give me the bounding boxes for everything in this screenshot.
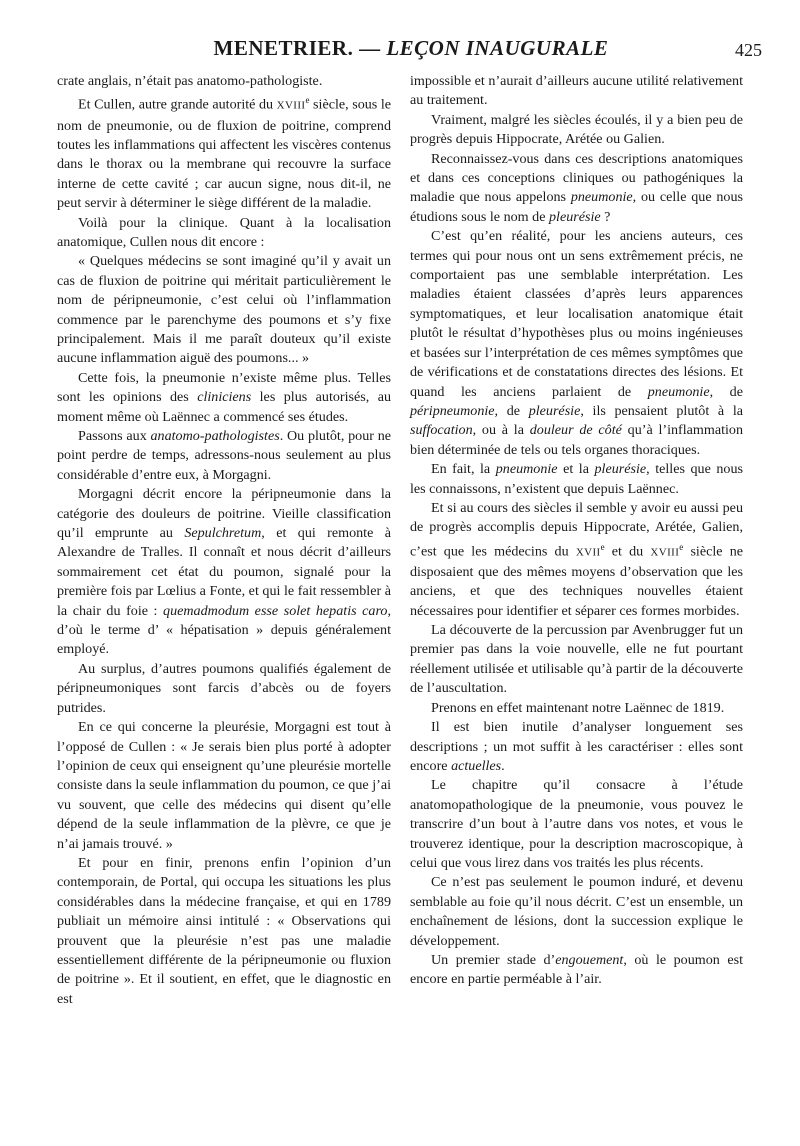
paragraph: Passons aux anatomo-pathologistes. Ou plutôt, pour ne point perdre de temps, adressons-nous seulement au plus considérable d’entre eux, à Morgagni.	[57, 428, 391, 483]
paragraph: En fait, la pneumonie et la pleurésie, telles que nous les connaissons, n’existent que depuis Laënnec.	[410, 461, 743, 497]
paragraph: La découverte de la percussion par Avenbrugger fut un premier pas dans la voie nouvelle, elle ne fut pourtant réellement utilisée et utilisable qu’à partir de la découverte de l’auscultation.	[410, 622, 743, 697]
paragraph: C’est qu’en réalité, pour les anciens auteurs, ces termes qui pour nous ont un sens extrêmement précis, ne comportaient pas une semblable interprétation. Les maladies étaient classées d’après leurs apparences symptomatiques, et leur localisation anatomique était plutôt le résultat d’hypothèses plus ou moins ingénieuses et basées sur l’interprétation de ces mêmes symptômes que de vérifications et de constatations directes des lésions. Et quand les anciens parlaient de pneumonie, de péripneumonie, de pleurésie, ils pensaient plutôt à la suffocation, ou à la douleur de côté qu’à l’inflammation bien déterminée de tels ou tels organes thoraciques.	[410, 228, 744, 458]
running-title-main: MENETRIER. —	[213, 36, 387, 60]
paragraph: Reconnaissez-vous dans ces descriptions anatomiques et dans ces conceptions cliniques ou pathogéniques la maladie que nous appelons pneumonie, ou celle que nous étudions sous le nom de pleurésie ?	[410, 150, 743, 225]
paragraph: Voilà pour la clinique. Quant à la localisation anatomique, Cullen nous dit encore :	[57, 214, 391, 250]
paragraph: Vraiment, malgré les siècles écoulés, il y a bien peu de progrès depuis Hippocrate, Arétée ou Galien.	[410, 111, 743, 148]
paragraph: crate anglais, n’était pas anatomo-pathologiste.	[57, 73, 323, 89]
paragraph: Prenons en effet maintenant notre Laënnec de 1819.	[431, 699, 725, 716]
paragraph: Le chapitre qu’il consacre à l’étude anatomopathologique de la pneumonie, vous pouvez le transcrire d’un bout à l’autre dans vos notes, et vous le trouverez identique, pour la description macroscopique, à celui que vous lirez dans vos traités les plus récents.	[410, 777, 743, 871]
right-column	[410, 72, 743, 990]
paragraph: En ce qui concerne la pleurésie, Morgagni est tout à l’opposé de Cullen : « Je serais bien plus porté à adopter l’opinion de ceux qui enseignent qu’une pleurésie mortelle consiste dans la seule inflammation du poumon, ce que j’ai vu souvent, que celle des médecins qui disent qu’elle dépend de la seule inflammation de la plèvre, ce que je n’ai jamais trouvé. »	[57, 719, 391, 852]
paragraph: Et Cullen, autre grande autorité du XVIIIe siècle, sous le nom de pneumonie, ou de fluxion de poitrine, comprend toutes les inflammations qui affectent les viscères contenus dans le thorax ou la membrane qui recouvre la surface interne de cette cavité ; car aucun signe, nous dit-il, ne peut servir à déterminer le siège différent de la maladie.	[57, 95, 391, 212]
page-number: 425	[735, 40, 762, 60]
paragraph: Un premier stade d’engouement, où le poumon est encore en partie perméable à l’air.	[410, 951, 743, 988]
running-title	[214, 36, 609, 61]
paragraph: impossible et n’aurait d’ailleurs aucune utilité relativement au traitement.	[410, 73, 743, 109]
paragraph: Cette fois, la pneumonie n’existe même plus. Telles sont les opinions des cliniciens les plus autorisés, au moment même où Laënnec a commencé ses études.	[57, 369, 391, 425]
paragraph: Et si au cours des siècles il semble y avoir eu aussi peu de progrès accomplis depuis Hippocrate, Arétée, Galien, c’est que les médecins du XVIIe et du XVIIIe siècle ne disposaient que des mêmes moyens d’observation que les anciens, et que des techniques nouvelles étaient nécessaires pour identifier et séparer ces formes morbides.	[410, 499, 744, 619]
paragraph: Morgagni décrit encore la péripneumonie dans la catégorie des douleurs de poitrine. Vieille classification qu’il emprunte au Sepulchretum, et qui remonte à Alexandre de Tralles. Il connaît et nous décrit d’ailleurs sommairement cet état du poumon, signalé pour la première fois par Lœlius a Fonte, et qui le fait ressembler à la chair du foie : quemadmodum esse solet hepatis caro, d’où le terme d’ « hépatisation » depuis généralement employé.	[57, 486, 391, 658]
running-title-italic: LEÇON INAUGURALE	[386, 36, 609, 60]
paragraph: Ce n’est pas seulement le poumon induré, et devenu semblable au foie qu’il nous décrit. C’est un ensemble, un enchaînement de lésions, dont la succession explique le développement.	[410, 874, 743, 949]
paragraph: Au surplus, d’autres poumons qualifiés également de péripneumoniques sont farcis d’abcès ou de foyers putrides.	[57, 660, 391, 716]
left-column	[57, 72, 391, 1009]
paragraph: « Quelques médecins se sont imaginé qu’il y avait un cas de fluxion de poitrine qui méritait particulièrement le nom de péripneumonie, c’est celui où l’inflammation commence par le parenchyme des poumons et s’y fixe principalement. Mais il me paraît douteux qu’il existe aucune inflammation aiguë des poumons... »	[57, 253, 391, 367]
paragraph: Il est bien inutile d’analyser longuement ses descriptions ; un mot suffit à les caractériser : elles sont encore actuelles.	[410, 719, 743, 774]
running-head	[60, 36, 762, 66]
paragraph: Et pour en finir, prenons enfin l’opinion d’un contemporain, de Portal, qui occupa les situations les plus considérables dans la médecine française, et qui en 1789 publiait un mémoire ainsi intitulé : « Observations qui prouvent que la pleurésie n’est pas une maladie essentiellement différente de la péripneumonie ou fluxion de poitrine ». Et il soutient, en effet, que le diagnostic en est	[57, 854, 391, 1007]
